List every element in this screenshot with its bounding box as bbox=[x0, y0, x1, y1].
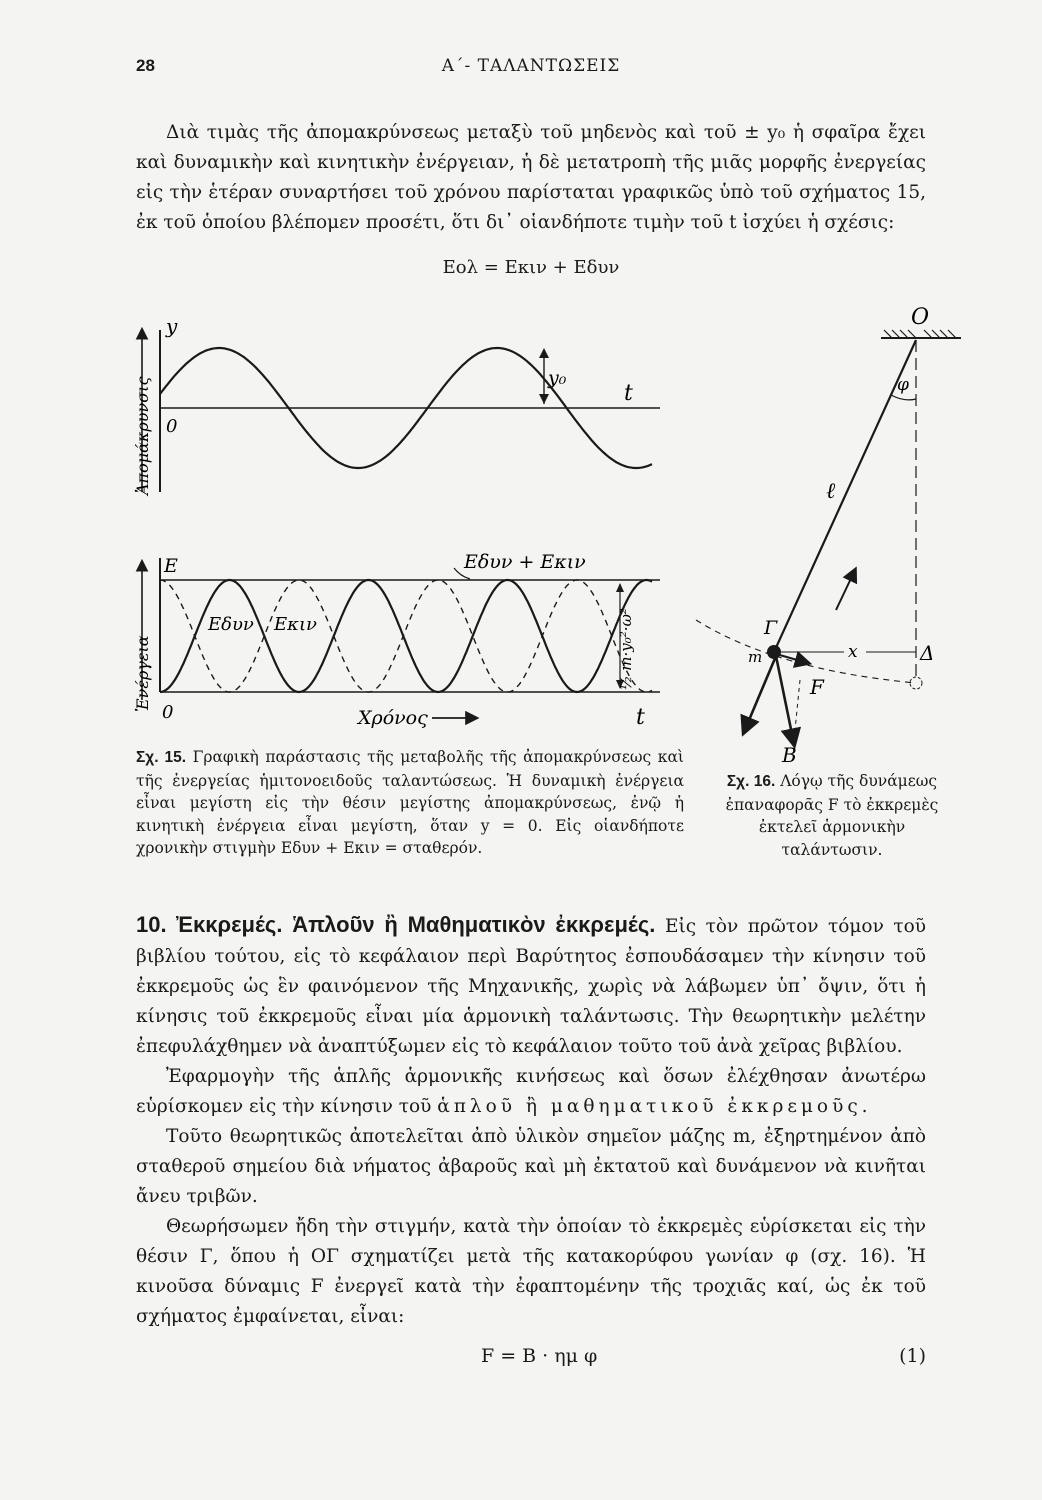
amplitude-label: y₀ bbox=[548, 367, 567, 389]
intro-paragraph bbox=[136, 118, 926, 238]
displacement-ylabel: Ἀπομάκρυνσις bbox=[133, 376, 152, 495]
tangent-arrow bbox=[744, 656, 776, 732]
fig15-caption-text: Γραφικὴ παράστασις τῆς μεταβολῆς τῆς ἀπομακρύνσεως καὶ τῆς ἐνεργείας ἡμιτονοειδοῦς ταλαντώσεως. Ἡ δυναμικὴ ἐνέργεια εἶναι μεγίστη εἰς τὴν θέσιν μεγίστης ἀπομακρύνσεως, ἐνῷ ἡ κινητικὴ ἐνέργεια εἶναι μεγίστη, ὅταν y = 0. Εἰς οἱανδήποτε χρονικὴν στιγμὴν Eδυν + Eκιν = σταθερόν. bbox=[136, 748, 684, 857]
pivot-label: O bbox=[911, 305, 930, 330]
section-10 bbox=[136, 910, 926, 1332]
sum-label: Eδυν + Eκιν bbox=[464, 551, 586, 573]
section-title: Ἐκκρεμές. Ἁπλοῦν ἢ Μαθηματικὸν ἐκκρεμές. bbox=[176, 912, 656, 937]
force-formula: F = B · ημ φ bbox=[481, 1345, 598, 1367]
figures-svg bbox=[133, 300, 942, 780]
equation-number: (1) bbox=[899, 1345, 926, 1367]
section-p2 bbox=[136, 1062, 926, 1122]
section-p4: Θεωρήσωμεν ἤδη τὴν στιγμήν, κατὰ τὴν ὁποίαν τὸ ἐκκρεμὲς εὑρίσκεται εἰς τὴν θέσιν Γ, ὅπου ἡ ΟΓ σχηματίζει μετὰ τῆς κατακορύφου γωνίαν φ (σχ. 16). Ἡ κινοῦσα δύναμις F ἐνεργεῖ κατὰ τὴν ἐφαπτομένην τῆς τροχιᾶς καί, ὡς ἐκ τοῦ σχήματος ἐμφαίνεται, εἶναι: bbox=[136, 1216, 926, 1327]
weight-arrow bbox=[776, 656, 794, 744]
delta-label: Δ bbox=[920, 641, 935, 665]
pendulum-string bbox=[774, 340, 916, 652]
equilibrium-point bbox=[910, 677, 922, 689]
amplitude-arrow-up bbox=[539, 348, 549, 358]
energy-plot bbox=[133, 551, 660, 730]
kinetic-label: Eκιν bbox=[274, 614, 317, 635]
fig15-caption bbox=[136, 746, 684, 860]
origin-label: 0 bbox=[166, 416, 178, 437]
section-p2-emph: ἁπλοῦ ἢ μαθηματικοῦ ἐκκρεμοῦς. bbox=[437, 1096, 872, 1117]
x-label: x bbox=[848, 642, 858, 662]
force-equation bbox=[136, 1345, 926, 1375]
page-header bbox=[136, 56, 926, 86]
mass-label: m bbox=[748, 648, 763, 666]
string-arrow bbox=[836, 570, 855, 610]
max-arrow-up bbox=[616, 583, 624, 592]
potential-label: Eδυν bbox=[208, 614, 254, 635]
figures-area bbox=[133, 300, 942, 780]
amplitude-arrow-down bbox=[539, 394, 549, 404]
displacement-plot bbox=[133, 314, 660, 497]
kinetic-energy-curve bbox=[160, 580, 652, 692]
max-energy-label: ½ m·y₀²·ω² bbox=[617, 608, 635, 690]
force-arrow bbox=[776, 654, 808, 663]
section-p2-text: Ἐφαρμογὴν τῆς ἁπλῆς ἁρμονικῆς κινήσεως καὶ ὅσων ἐλέχθησαν ἀνωτέρω εὑρίσκομεν εἰς τὴν κίνησιν τοῦ bbox=[136, 1066, 926, 1117]
t-label-bottom: t bbox=[636, 705, 645, 730]
intro-text: Διὰ τιμὰς τῆς ἀπομακρύνσεως μεταξὺ τοῦ μηδενὸς καὶ τοῦ ± y₀ ἡ σφαῖρα ἔχει καὶ δυναμικὴν καὶ κινητικὴν ἐνέργειαν, ἡ δὲ μετατροπὴ τῆς μιᾶς μορφῆς ἐνεργείας εἰς τὴν ἑτέραν συναρτήσει τοῦ χρόνου παρίσταται γραφικῶς ὑπὸ τοῦ σχήματος 15, ἐκ τοῦ ὁποίου βλέπομεν προσέτι, ὅτι δι᾽ οἱανδήποτε τιμὴν τοῦ t ἰσχύει ἡ σχέσις: bbox=[136, 122, 926, 233]
y-axis-label: y bbox=[166, 314, 178, 338]
fig16-caption bbox=[724, 770, 940, 861]
section-p1 bbox=[136, 910, 926, 1062]
ceiling-hatch bbox=[884, 330, 956, 338]
point-label: Γ bbox=[764, 617, 778, 639]
pendulum-figure bbox=[696, 305, 961, 767]
time-label: Χρόνος bbox=[358, 707, 428, 729]
angle-arc bbox=[891, 395, 916, 400]
energy-equation: Eολ = Eκιν + Eδυν bbox=[442, 257, 620, 278]
length-label: ℓ bbox=[826, 479, 836, 504]
t-label-top: t bbox=[624, 381, 633, 406]
force-label: F bbox=[810, 675, 824, 699]
parallelogram-side bbox=[794, 680, 800, 740]
section-p1-text: Εἰς τὸν πρῶτον τόμον τοῦ βιβλίου τούτου, εἰς τὸ κεφάλαιον περὶ Βαρύτητος ἐσπουδάσαμεν τὴν κίνησιν τοῦ ἐκκρεμοῦς ὡς ἓν φαινόμενον τῆς Μηχανικῆς, χωρὶς νὰ λάβωμεν ὑπ᾽ ὄψιν, ὅτι ἡ κίνησις τοῦ ἐκκρεμοῦς εἶναι μία ἁρμονικὴ ταλάντωσις. Τὴν θεωρητικὴν μελέτην ἐπεφυλάχθημεν νὰ ἀναπτύξωμεν εἰς τὸ κεφάλαιον τοῦτο τοῦ ἀνὰ χεῖρας βιβλίου. bbox=[136, 916, 926, 1057]
page-number: 28 bbox=[136, 56, 155, 75]
running-title: Α΄- ΤΑΛΑΝΤΩΣΕΙΣ bbox=[441, 56, 621, 76]
energy-ylabel: Ἐνέργεια bbox=[133, 635, 152, 712]
angle-label: φ bbox=[897, 375, 909, 395]
energy-origin-label: 0 bbox=[162, 702, 174, 723]
e-axis-label: E bbox=[164, 555, 178, 577]
weight-label: B bbox=[782, 743, 797, 767]
section-number: 10. bbox=[136, 912, 167, 937]
section-p3: Τοῦτο θεωρητικῶς ἀποτελεῖται ἀπὸ ὑλικὸν σημεῖον μάζης m, ἐξηρτημένον ἀπὸ σταθεροῦ σημείου διὰ νήματος ἀβαροῦς καὶ μὴ ἐκτατοῦ καὶ δυνάμενον νὰ κινῆται ἄνευ τριβῶν. bbox=[136, 1126, 926, 1207]
potential-energy-curve bbox=[160, 580, 652, 692]
fig16-caption-label: Σχ. 16. bbox=[726, 773, 776, 790]
fig16-caption-text: Λόγῳ τῆς δυνάμεως ἐπαναφορᾶς F τὸ ἐκκρεμὲς ἐκτελεῖ ἁρμονικὴν ταλάντωσιν. bbox=[725, 772, 939, 859]
fig15-caption-label: Σχ. 15. bbox=[136, 749, 187, 766]
